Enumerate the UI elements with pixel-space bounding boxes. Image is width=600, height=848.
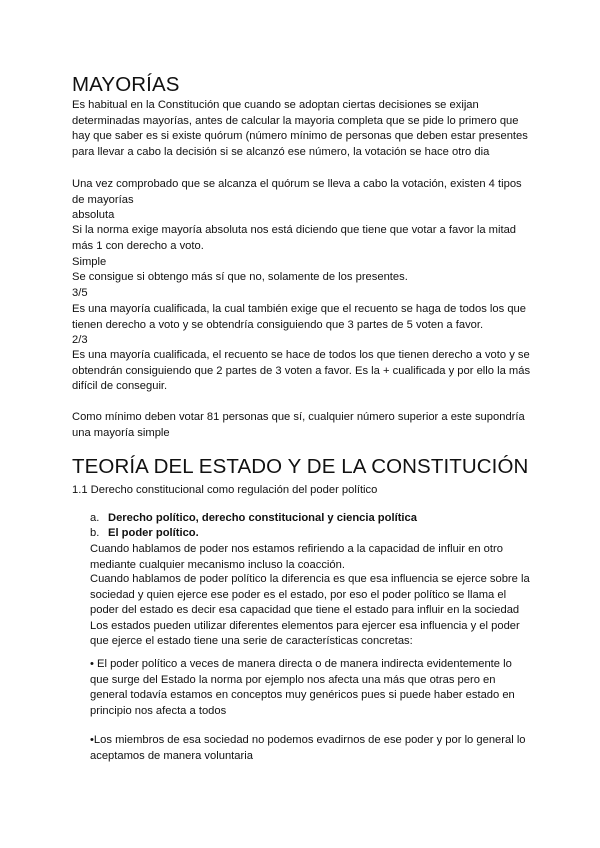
text-3-5: Es una mayoría cualificada, la cual también exige que el recuento se haga de todos los que tienen derecho a voto y se obtendría consiguiendo que 3 partes de 5 voten a favor. [72, 303, 527, 331]
bullet-paragraph-2: •Los miembros de esa sociedad no podemos evadirnos de ese poder y por lo general lo aceptamos de manera voluntaria [90, 734, 526, 762]
heading-absoluta: absoluta [72, 209, 115, 221]
list-item-text: El poder político. [108, 527, 199, 539]
list-marker: a. [90, 512, 100, 524]
text-simple: Se consigue si obtengo más sí que no, solamente de los presentes. [72, 271, 408, 283]
list-marker: b. [90, 527, 100, 539]
text-2-3: Es una mayoría cualificada, el recuento se hace de todos los que tienen derecho a voto y se obtendrán consiguiendo que 2 partes de 3 voten a favor. Es la + cualificada y por ello la más difícil de conseguir. [72, 349, 531, 393]
subsection-title: 1.1 Derecho constitucional como regulación del poder político [72, 484, 378, 496]
heading-simple: Simple [72, 256, 107, 268]
paragraph-minimo-votos: Como mínimo deben votar 81 personas que sí, cualquier número superior a este supondría una mayoría simple [72, 411, 525, 439]
paragraph-quorum: Es habitual en la Constitución que cuando se adoptan ciertas decisiones se exijan determinadas mayorías, antes de calcular la mayoria completa que se pide lo primero que hay que saber es si existe quórum (número mínimo de personas que deben estar presentes para llevar a cabo la decisión si se alcanzó ese número, la votación se hace otro dia [72, 99, 528, 158]
text-absoluta: Si la norma exige mayoría absoluta nos está diciendo que tiene que votar a favor la mitad más 1 con derecho a voto. [72, 224, 517, 252]
paragraph-poder: Cuando hablamos de poder nos estamos refiriendo a la capacidad de influir en otro mediante cualquier mecanismo incluso la coacción. [90, 543, 503, 571]
section-title-teoria-estado: TEORÍA DEL ESTADO Y DE LA CONSTITUCIÓN [72, 455, 529, 478]
section-title-mayorias: MAYORÍAS [72, 73, 180, 96]
heading-2-3: 2/3 [72, 334, 88, 346]
paragraph-tipos-mayorias: Una vez comprobado que se alcanza el quórum se lleva a cabo la votación, existen 4 tipos de mayorías [72, 178, 522, 206]
list-item [90, 511, 417, 527]
bullet-paragraph-1: • El poder político a veces de manera directa o de manera indirecta evidentemente lo que surge del Estado la norma por ejemplo nos afecta una más que otras pero en general todavía estamos en conceptos muy genéricos pues si puede haber estado en principio nos afecta a todos [90, 658, 515, 717]
list-item [90, 526, 199, 542]
list-item-text: Derecho político, derecho constitucional y ciencia política [108, 512, 417, 524]
heading-3-5: 3/5 [72, 287, 88, 299]
paragraph-poder-politico: Cuando hablamos de poder político la diferencia es que esa influencia se ejerce sobre la sociedad y quien ejerce ese poder es el estado, por eso el poder político se llama el poder del estado es decir esa capacidad que tiene el estado para influir en la sociedad Los estados pueden utilizar diferentes elementos para ejercer esa influencia y el poder que ejerce el estado tiene una serie de características concretas: [90, 573, 530, 648]
